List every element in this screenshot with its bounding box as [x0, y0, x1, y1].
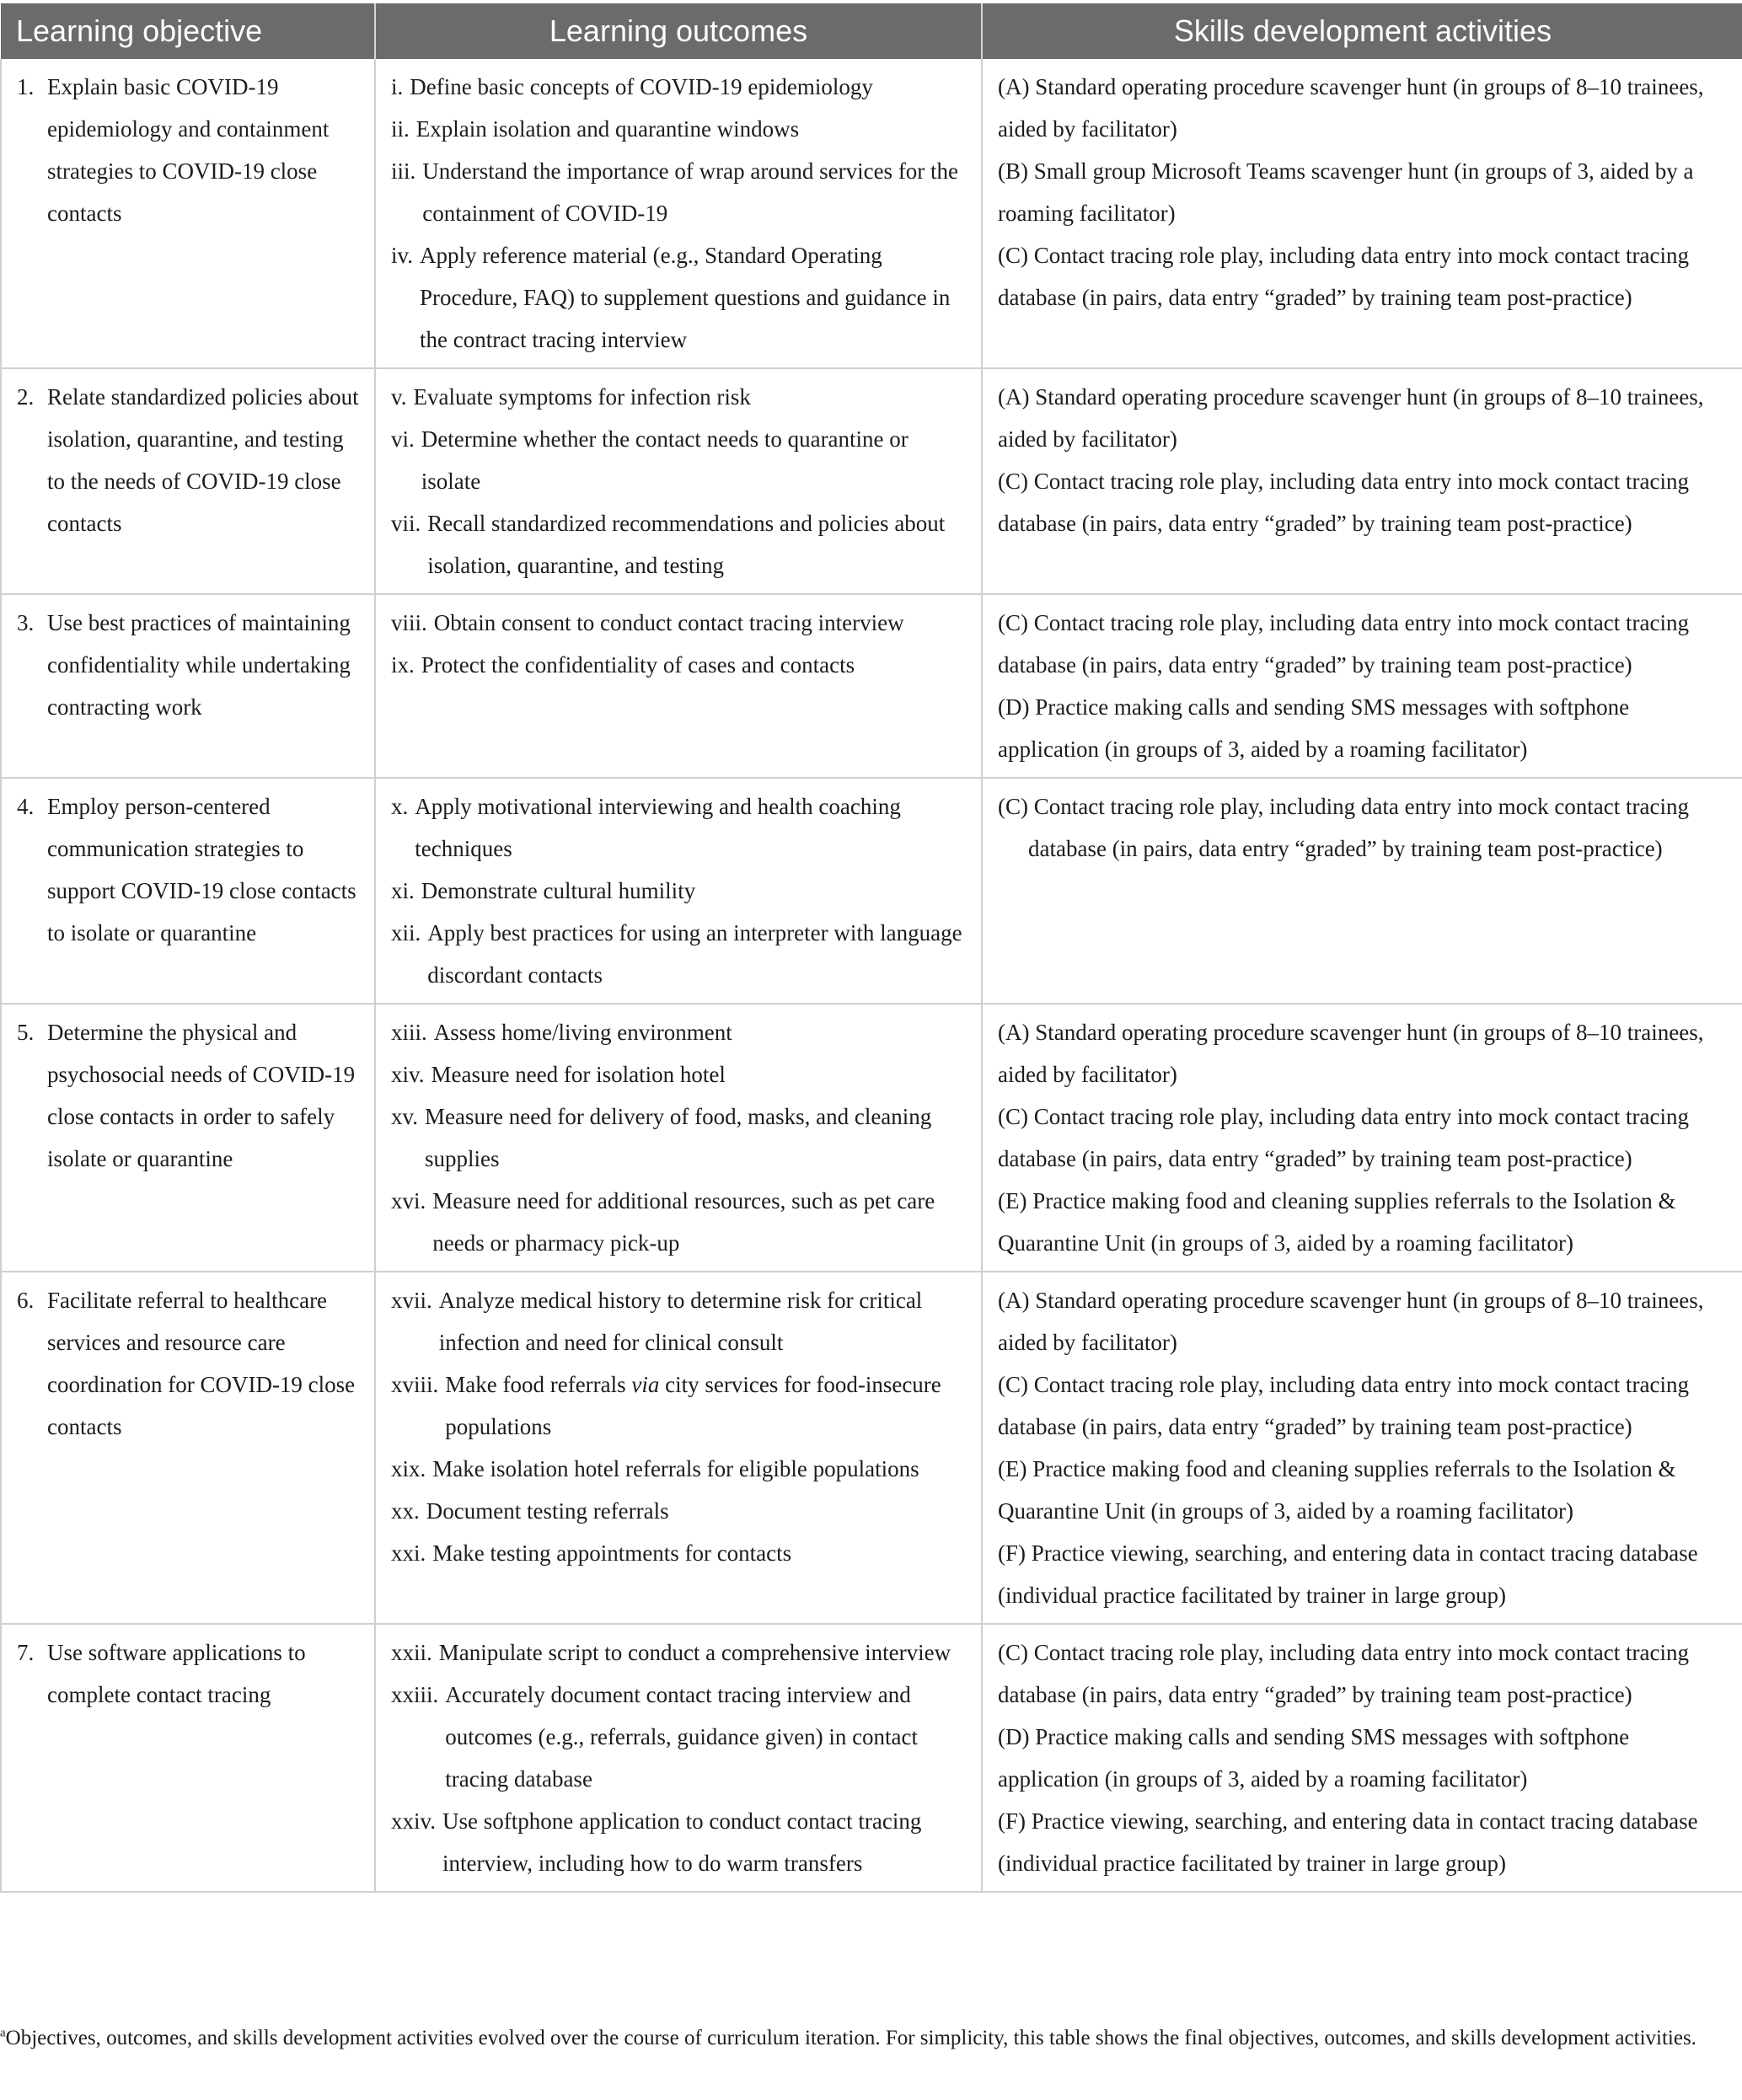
objective-number: 1.	[17, 74, 35, 99]
objective-number: 6.	[17, 1288, 35, 1313]
learning-outcome	[391, 1448, 966, 1490]
outcome-text: Measure need for additional resources, such as pet care needs or pharmacy pick-up	[432, 1188, 935, 1256]
skills-activity: (A) Standard operating procedure scavenger hunt (in groups of 8–10 trainees, aided by facilitator)	[998, 1020, 1704, 1087]
outcome-text: Assess home/living environment	[433, 1020, 732, 1045]
skills-activity: (E) Practice making food and cleaning supplies referrals to the Isolation & Quarantine Unit (in groups of 3, aided by a roaming facilitator)	[998, 1456, 1676, 1524]
objective-number: 2.	[17, 384, 35, 410]
table-row	[1, 59, 1742, 368]
skills-activities-cell	[982, 368, 1742, 594]
learning-objective-cell	[1, 778, 375, 1004]
outcome-number: vi.	[391, 426, 415, 452]
curriculum-table	[0, 3, 1742, 1893]
learning-outcomes-cell	[375, 1272, 982, 1624]
table-body	[1, 59, 1742, 1892]
table-footnote	[0, 2024, 1726, 2053]
footnote-mark: a	[0, 2026, 6, 2040]
learning-outcome	[391, 502, 966, 587]
outcome-number: xxiii.	[391, 1682, 439, 1707]
outcome-text	[445, 1363, 966, 1448]
skills-activity: (F) Practice viewing, searching, and entering data in contact tracing database (individual practice facilitated by trainer in large group)	[998, 1808, 1698, 1876]
learning-objective-cell	[1, 368, 375, 594]
header-skills-activities: Skills development activities	[982, 3, 1742, 59]
learning-objective	[17, 376, 359, 544]
skills-activity: (D) Practice making calls and sending SMS messages with softphone application (in groups of 3, aided by a roaming facilitator)	[998, 1724, 1630, 1792]
learning-outcome	[391, 1363, 966, 1448]
learning-objective-cell	[1, 1272, 375, 1624]
outcome-text: Measure need for delivery of food, masks, and cleaning supplies	[425, 1104, 932, 1171]
header-learning-objective: Learning objective	[1, 3, 375, 59]
learning-objective	[17, 1631, 359, 1716]
outcome-text: Explain isolation and quarantine windows	[415, 116, 800, 142]
outcome-number: xi.	[391, 878, 415, 903]
skills-activities-cell	[982, 1624, 1742, 1892]
outcome-number: xvii.	[391, 1288, 432, 1313]
outcome-number: xvi.	[391, 1188, 426, 1213]
outcome-number: xxi.	[391, 1540, 426, 1566]
skills-activity: (C) Contact tracing role play, including data entry into mock contact tracing database (in pairs, data entry “graded” by training team post-practice)	[998, 1640, 1689, 1707]
learning-outcome	[391, 418, 966, 502]
outcome-text: Determine whether the contact needs to quarantine or isolate	[421, 426, 909, 494]
learning-outcome	[391, 1490, 966, 1532]
skills-activity: (C) Contact tracing role play, including data entry into mock contact tracing database (in pairs, data entry “graded” by training team post-practice)	[998, 469, 1689, 536]
skills-activity: (C) Contact tracing role play, including data entry into mock contact tracing database (in pairs, data entry “graded” by training team post-practice)	[998, 610, 1689, 678]
outcome-number: xxiv.	[391, 1808, 436, 1834]
learning-objective	[17, 602, 359, 728]
learning-outcome	[391, 1180, 966, 1264]
outcome-text: Apply best practices for using an interpreter with language discordant contacts	[427, 920, 962, 988]
learning-objective	[17, 1279, 359, 1448]
outcome-text: Make isolation hotel referrals for eligible populations	[432, 1456, 919, 1481]
outcome-number: xix.	[391, 1456, 426, 1481]
table-row	[1, 1624, 1742, 1892]
skills-activity: (C) Contact tracing role play, including data entry into mock contact tracing database (in pairs, data entry “graded” by training team post-practice)	[998, 243, 1689, 310]
outcome-number: vii.	[391, 511, 421, 536]
learning-outcome	[391, 376, 966, 418]
outcome-text: Define basic concepts of COVID-19 epidemiology	[410, 74, 873, 99]
outcome-number: iv.	[391, 243, 413, 268]
table-row	[1, 778, 1742, 1004]
learning-objective	[17, 1011, 359, 1180]
skills-activities-cell	[982, 59, 1742, 368]
skills-activity: (A) Standard operating procedure scavenger hunt (in groups of 8–10 trainees, aided by facilitator)	[998, 74, 1704, 142]
learning-outcome	[391, 1800, 966, 1884]
learning-objective-cell	[1, 59, 375, 368]
outcome-text: Use softphone application to conduct contact tracing interview, including how to do warm transfers	[442, 1808, 922, 1876]
outcome-number: xxii.	[391, 1640, 432, 1665]
learning-objective-cell	[1, 1624, 375, 1892]
outcome-number: xviii.	[391, 1372, 439, 1397]
objective-text: Relate standardized policies about isolation, quarantine, and testing to the needs of COVID-19 close contacts	[47, 384, 359, 536]
outcome-text: Manipulate script to conduct a comprehensive interview	[438, 1640, 951, 1665]
learning-outcomes-cell	[375, 594, 982, 778]
outcome-text: Understand the importance of wrap around services for the containment of COVID-19	[422, 158, 959, 226]
outcome-text: Demonstrate cultural humility	[421, 878, 696, 903]
objective-number: 7.	[17, 1640, 35, 1665]
learning-outcome	[391, 108, 966, 150]
outcome-text: Evaluate symptoms for infection risk	[413, 384, 751, 410]
skills-activities-cell	[982, 1004, 1742, 1272]
learning-outcomes-cell	[375, 59, 982, 368]
outcome-number: viii.	[391, 610, 427, 635]
outcome-number: ii.	[391, 116, 410, 142]
learning-outcomes-cell	[375, 368, 982, 594]
objective-number: 3.	[17, 610, 35, 635]
outcome-number: xiv.	[391, 1062, 425, 1087]
skills-activity: (A) Standard operating procedure scavenger hunt (in groups of 8–10 trainees, aided by facilitator)	[998, 384, 1704, 452]
skills-activity: (A) Standard operating procedure scavenger hunt (in groups of 8–10 trainees, aided by facilitator)	[998, 1288, 1704, 1355]
outcome-number: iii.	[391, 158, 416, 184]
outcome-text: Document testing referrals	[426, 1498, 669, 1524]
learning-objective	[17, 785, 359, 954]
outcome-number: v.	[391, 384, 407, 410]
learning-outcome	[391, 870, 966, 912]
learning-outcome	[391, 1279, 966, 1363]
skills-activity: (C) Contact tracing role play, including data entry into mock contact tracing database (in pairs, data entry “graded” by training team post-practice)	[998, 794, 1689, 861]
learning-outcomes-cell	[375, 778, 982, 1004]
learning-outcome	[391, 602, 966, 644]
table-row	[1, 594, 1742, 778]
outcome-text: Analyze medical history to determine risk for critical infection and need for clinical consult	[438, 1288, 923, 1355]
learning-objective	[17, 66, 359, 234]
objective-text: Use software applications to complete contact tracing	[47, 1640, 306, 1707]
learning-outcomes-cell	[375, 1004, 982, 1272]
outcome-text: Apply reference material (e.g., Standard Operating Procedure, FAQ) to supplement questions and guidance in the contract tracing interview	[420, 243, 951, 352]
learning-outcome	[391, 1011, 966, 1053]
table-row	[1, 1272, 1742, 1624]
skills-activity: (D) Practice making calls and sending SMS messages with softphone application (in groups of 3, aided by a roaming facilitator)	[998, 694, 1630, 762]
outcome-number: ix.	[391, 652, 415, 678]
learning-outcomes-cell	[375, 1624, 982, 1892]
skills-activity: (C) Contact tracing role play, including data entry into mock contact tracing database (in pairs, data entry “graded” by training team post-practice)	[998, 1372, 1689, 1439]
skills-activity: (C) Contact tracing role play, including data entry into mock contact tracing database (in pairs, data entry “graded” by training team post-practice)	[998, 1104, 1689, 1171]
learning-outcome	[391, 1096, 966, 1180]
objective-text: Use best practices of maintaining confidentiality while undertaking contracting work	[47, 610, 351, 720]
learning-outcome	[391, 150, 966, 234]
skills-activities-cell	[982, 594, 1742, 778]
table-row	[1, 368, 1742, 594]
learning-outcome	[391, 1674, 966, 1800]
learning-outcome	[391, 644, 966, 686]
footnote-text: Objectives, outcomes, and skills development activities evolved over the course of curriculum iteration. For simplicity, this table shows the final objectives, outcomes, and skills development activities.	[5, 2027, 1696, 2049]
outcome-text-part: city services for food-insecure populations	[445, 1372, 941, 1439]
header-learning-outcomes: Learning outcomes	[375, 3, 982, 59]
learning-outcome	[391, 1631, 966, 1674]
outcome-text: Accurately document contact tracing interview and outcomes (e.g., referrals, guidance given) in contact tracing database	[445, 1682, 919, 1792]
learning-outcome	[391, 785, 966, 870]
skills-activity: (B) Small group Microsoft Teams scavenger hunt (in groups of 3, aided by a roaming facilitator)	[998, 158, 1694, 226]
outcome-text-emphasis: via	[631, 1372, 660, 1397]
skills-activity: (E) Practice making food and cleaning supplies referrals to the Isolation & Quarantine Unit (in groups of 3, aided by a roaming facilitator)	[998, 1188, 1676, 1256]
objective-text: Explain basic COVID-19 epidemiology and containment strategies to COVID-19 close contacts	[47, 74, 330, 226]
table-header	[1, 3, 1742, 59]
learning-outcome	[391, 1532, 966, 1574]
outcome-number: xx.	[391, 1498, 420, 1524]
learning-outcome	[391, 234, 966, 361]
outcome-text: Recall standardized recommendations and policies about isolation, quarantine, and testing	[427, 511, 946, 578]
outcome-number: i.	[391, 74, 404, 99]
outcome-number: xiii.	[391, 1020, 427, 1045]
learning-objective-cell	[1, 1004, 375, 1272]
skills-activities-cell	[982, 1272, 1742, 1624]
objective-number: 5.	[17, 1020, 35, 1045]
outcome-text-part: Make food referrals	[445, 1372, 632, 1397]
skills-activities-cell	[982, 778, 1742, 1004]
objective-number: 4.	[17, 794, 35, 819]
skills-activity: (F) Practice viewing, searching, and entering data in contact tracing database (individual practice facilitated by trainer in large group)	[998, 1540, 1698, 1608]
objective-text: Employ person-centered communication strategies to support COVID-19 close contacts to isolate or quarantine	[47, 794, 356, 946]
outcome-text: Make testing appointments for contacts	[432, 1540, 792, 1566]
objective-text: Facilitate referral to healthcare services and resource care coordination for COVID-19 close contacts	[47, 1288, 356, 1439]
learning-outcome	[391, 1053, 966, 1096]
outcome-text: Obtain consent to conduct contact tracing interview	[433, 610, 904, 635]
outcome-text: Protect the confidentiality of cases and contacts	[421, 652, 855, 678]
outcome-text: Measure need for isolation hotel	[431, 1062, 726, 1087]
learning-outcome	[391, 912, 966, 996]
objective-text: Determine the physical and psychosocial needs of COVID-19 close contacts in order to safely isolate or quarantine	[47, 1020, 356, 1171]
outcome-number: x.	[391, 794, 409, 819]
outcome-number: xii.	[391, 920, 421, 946]
outcome-number: xv.	[391, 1104, 418, 1129]
outcome-text: Apply motivational interviewing and health coaching techniques	[415, 794, 901, 861]
learning-outcome	[391, 66, 966, 108]
table-row	[1, 1004, 1742, 1272]
learning-objective-cell	[1, 594, 375, 778]
